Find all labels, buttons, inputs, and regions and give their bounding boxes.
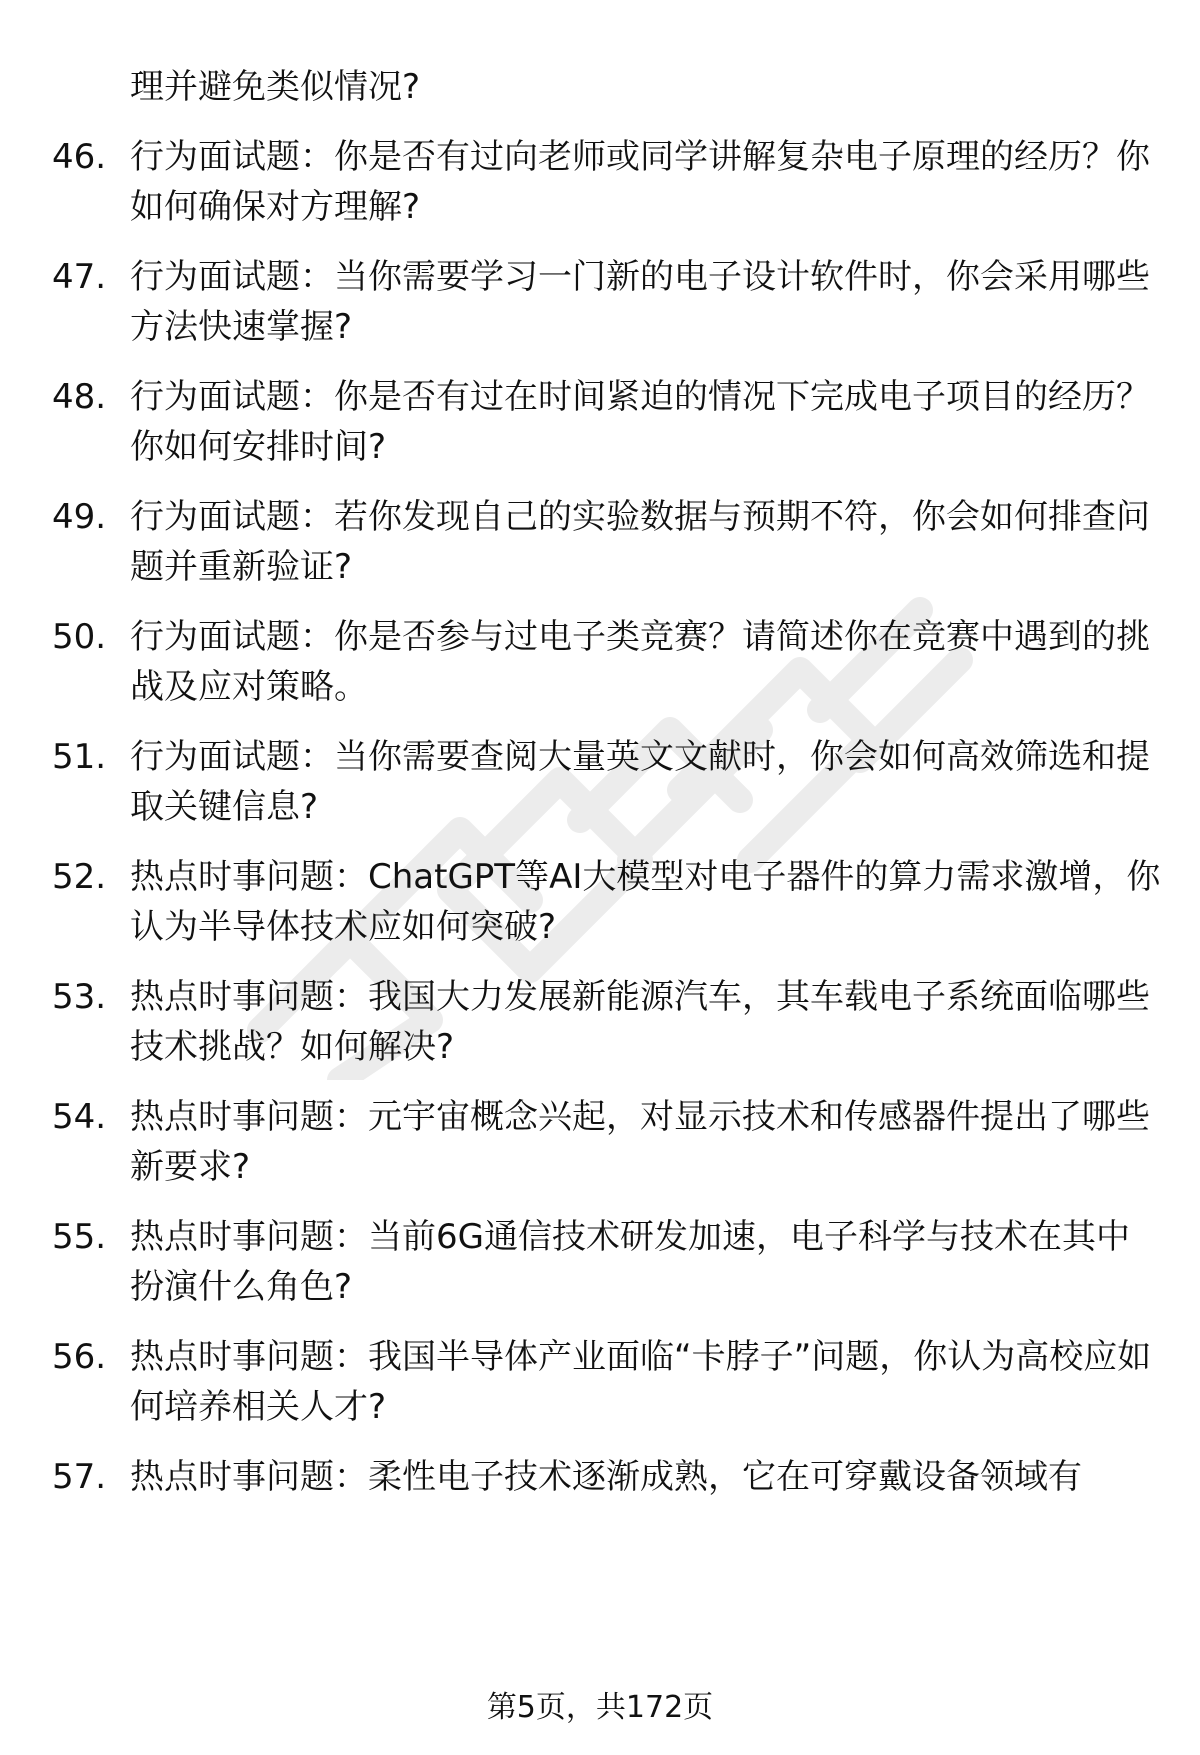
question-number: 57. (52, 1457, 107, 1497)
question-number: 47. (52, 257, 107, 297)
question-number: 53. (52, 977, 107, 1017)
continuation-text: 理并避免类似情况? (130, 67, 421, 107)
question-text: 行为面试题：当你需要学习一门新的电子设计软件时，你会采用哪些方法快速掌握? (130, 257, 1150, 347)
question-item (52, 252, 1162, 352)
page-footer: 第5页，共172页 (486, 1690, 714, 1725)
question-text: 行为面试题：你是否有过向老师或同学讲解复杂电子原理的经历？你如何确保对方理解? (130, 137, 1150, 227)
question-text: 行为面试题：你是否有过在时间紧迫的情况下完成电子项目的经历？你如何安排时间? (130, 377, 1150, 467)
question-number: 48. (52, 377, 107, 417)
question-number: 54. (52, 1097, 107, 1137)
question-text: 热点时事问题：元宇宙概念兴起，对显示技术和传感器件提出了哪些新要求? (130, 1097, 1150, 1187)
question-number: 51. (52, 737, 107, 777)
question-text: 热点时事问题：ChatGPT等AI大模型对电子器件的算力需求激增，你认为半导体技术应如何突破? (130, 857, 1161, 947)
question-text: 热点时事问题：我国大力发展新能源汽车，其车载电子系统面临哪些技术挑战？如何解决? (130, 977, 1150, 1067)
question-number: 46. (52, 137, 107, 177)
question-text: 行为面试题：若你发现自己的实验数据与预期不符，你会如何排查问题并重新验证? (130, 497, 1150, 587)
question-number: 49. (52, 497, 107, 537)
question-item (52, 852, 1162, 952)
question-number: 55. (52, 1217, 107, 1257)
question-item (52, 492, 1162, 592)
question-item (52, 732, 1162, 832)
question-item (52, 1092, 1162, 1192)
question-text: 热点时事问题：我国半导体产业面临“卡脖子”问题，你认为高校应如何培养相关人才? (130, 1337, 1152, 1427)
question-text: 热点时事问题：柔性电子技术逐渐成熟，它在可穿戴设备领域有 (130, 1457, 1082, 1497)
question-item (52, 372, 1162, 472)
question-item (52, 1332, 1162, 1432)
question-number: 50. (52, 617, 107, 657)
question-text: 热点时事问题：当前6G通信技术研发加速，电子科学与技术在其中扮演什么角色? (130, 1217, 1130, 1307)
question-item (52, 972, 1162, 1072)
question-item (52, 1212, 1162, 1312)
question-text: 行为面试题：你是否参与过电子类竞赛？请简述你在竞赛中遇到的挑战及应对策略。 (130, 617, 1150, 707)
question-number: 52. (52, 857, 107, 897)
question-item (52, 1452, 1162, 1502)
question-item (52, 612, 1162, 712)
question-item (52, 132, 1162, 232)
question-number: 56. (52, 1337, 107, 1377)
question-text: 行为面试题：当你需要查阅大量英文文献时，你会如何高效筛选和提取关键信息? (130, 737, 1150, 827)
